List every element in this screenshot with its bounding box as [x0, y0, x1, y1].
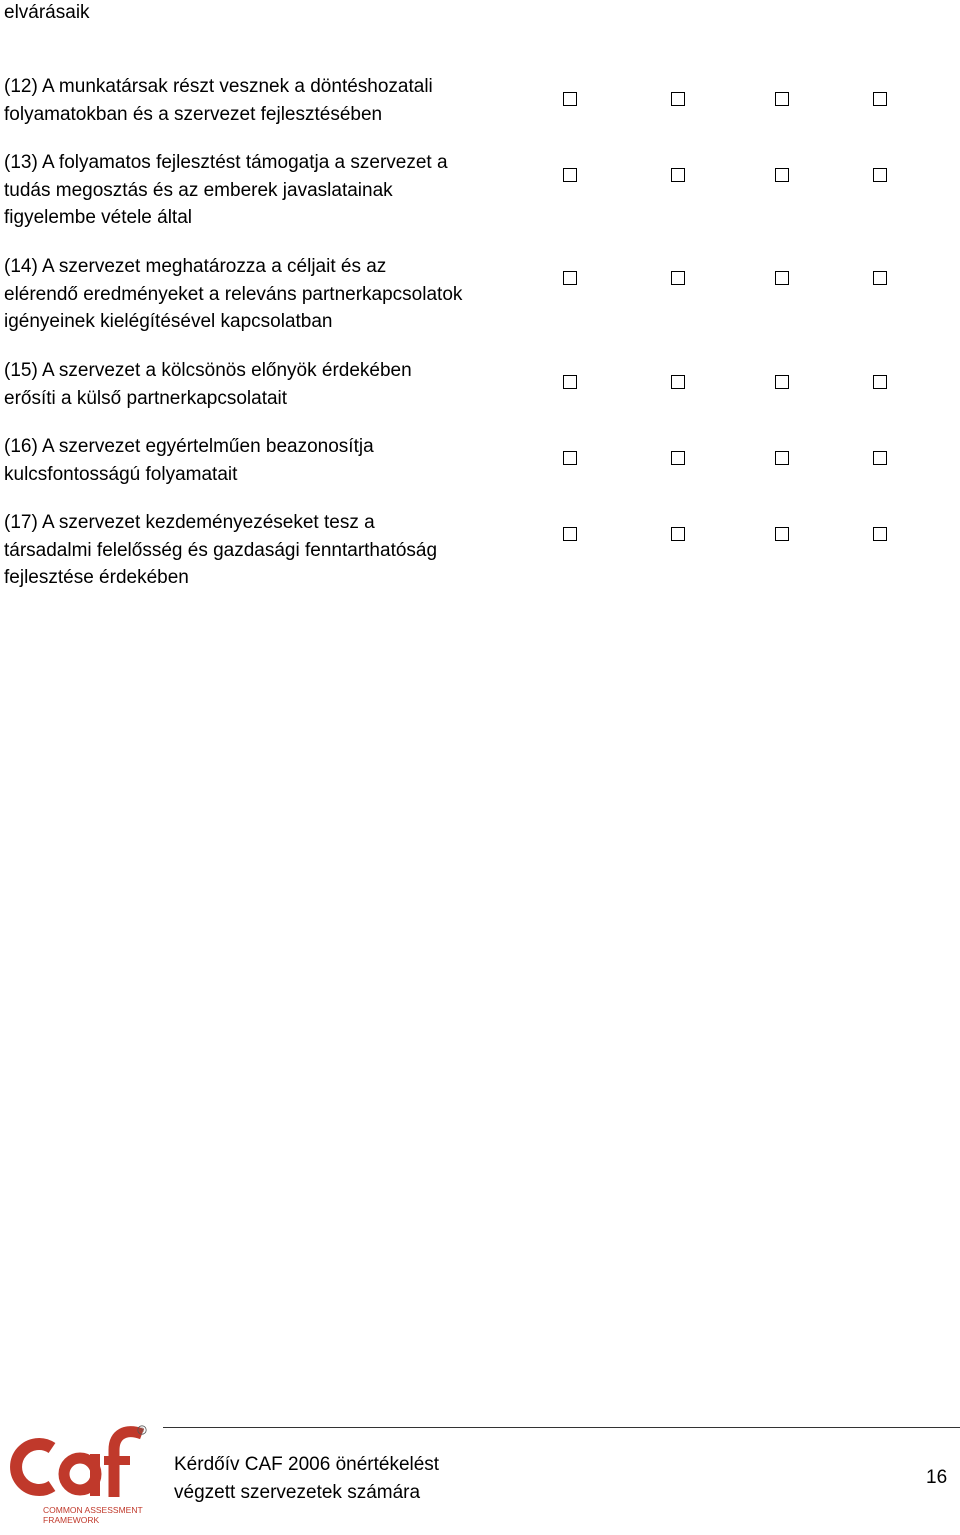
answer-checkbox-2[interactable]	[671, 375, 685, 389]
footer-line-2: végzett szervezetek számára	[174, 1482, 421, 1503]
answer-checkbox-4[interactable]	[873, 375, 887, 389]
answer-checkbox-4[interactable]	[873, 92, 887, 106]
answer-checkbox-2[interactable]	[671, 271, 685, 285]
answer-checkbox-3[interactable]	[775, 451, 789, 465]
answer-checkbox-2[interactable]	[671, 168, 685, 182]
answer-checkbox-1[interactable]	[563, 168, 577, 182]
page-footer	[0, 1420, 960, 1532]
answer-checkbox-1[interactable]	[563, 92, 577, 106]
answer-checkbox-4[interactable]	[873, 168, 887, 182]
answer-checkbox-3[interactable]	[775, 271, 789, 285]
answer-checkbox-3[interactable]	[775, 375, 789, 389]
answer-checkbox-4[interactable]	[873, 451, 887, 465]
footer-line-1: Kérdőív CAF 2006 önértékelést	[174, 1454, 440, 1475]
question-text: (14) A szervezet meghatározza a céljait és az elérendő eredményeket a releváns partnerkapcsolatok igényeinek kielégítésével kapcsolatban	[4, 256, 463, 332]
answer-checkbox-3[interactable]	[775, 527, 789, 541]
logo-tagline-line2: FRAMEWORK	[43, 1515, 100, 1525]
answer-checkbox-2[interactable]	[671, 527, 685, 541]
answer-checkbox-1[interactable]	[563, 271, 577, 285]
logo-tagline-line1: COMMON ASSESSMENT	[43, 1505, 143, 1515]
answer-checkbox-2[interactable]	[671, 92, 685, 106]
question-text: (16) A szervezet egyértelműen beazonosítja kulcsfontosságú folyamatait	[4, 436, 374, 485]
page-number: 16	[926, 1467, 948, 1488]
answer-checkbox-1[interactable]	[563, 451, 577, 465]
answer-checkbox-4[interactable]	[873, 271, 887, 285]
answer-checkbox-3[interactable]	[775, 168, 789, 182]
answer-checkbox-1[interactable]	[563, 527, 577, 541]
question-text: (17) A szervezet kezdeményezéseket tesz a társadalmi felelősség és gazdasági fenntarthatóság fejlesztése érdekében	[4, 512, 438, 588]
question-text: (12) A munkatársak részt vesznek a döntéshozatali folyamatokban és a szervezet fejlesztésében	[4, 76, 433, 125]
registered-mark: ®	[139, 1428, 145, 1435]
answer-checkbox-1[interactable]	[563, 375, 577, 389]
caf-logo	[2, 1424, 148, 1530]
question-text: (13) A folyamatos fejlesztést támogatja a szervezet a tudás megosztás és az emberek javaslatainak figyelembe vétele által	[4, 152, 448, 228]
answer-checkbox-2[interactable]	[671, 451, 685, 465]
page-heading: elvárásaik	[4, 2, 90, 23]
answer-checkbox-3[interactable]	[775, 92, 789, 106]
question-text: (15) A szervezet a kölcsönös előnyök érdekében erősíti a külső partnerkapcsolatait	[4, 360, 412, 409]
footer-divider	[163, 1427, 960, 1428]
footer-caption	[174, 1451, 439, 1507]
answer-checkbox-4[interactable]	[873, 527, 887, 541]
